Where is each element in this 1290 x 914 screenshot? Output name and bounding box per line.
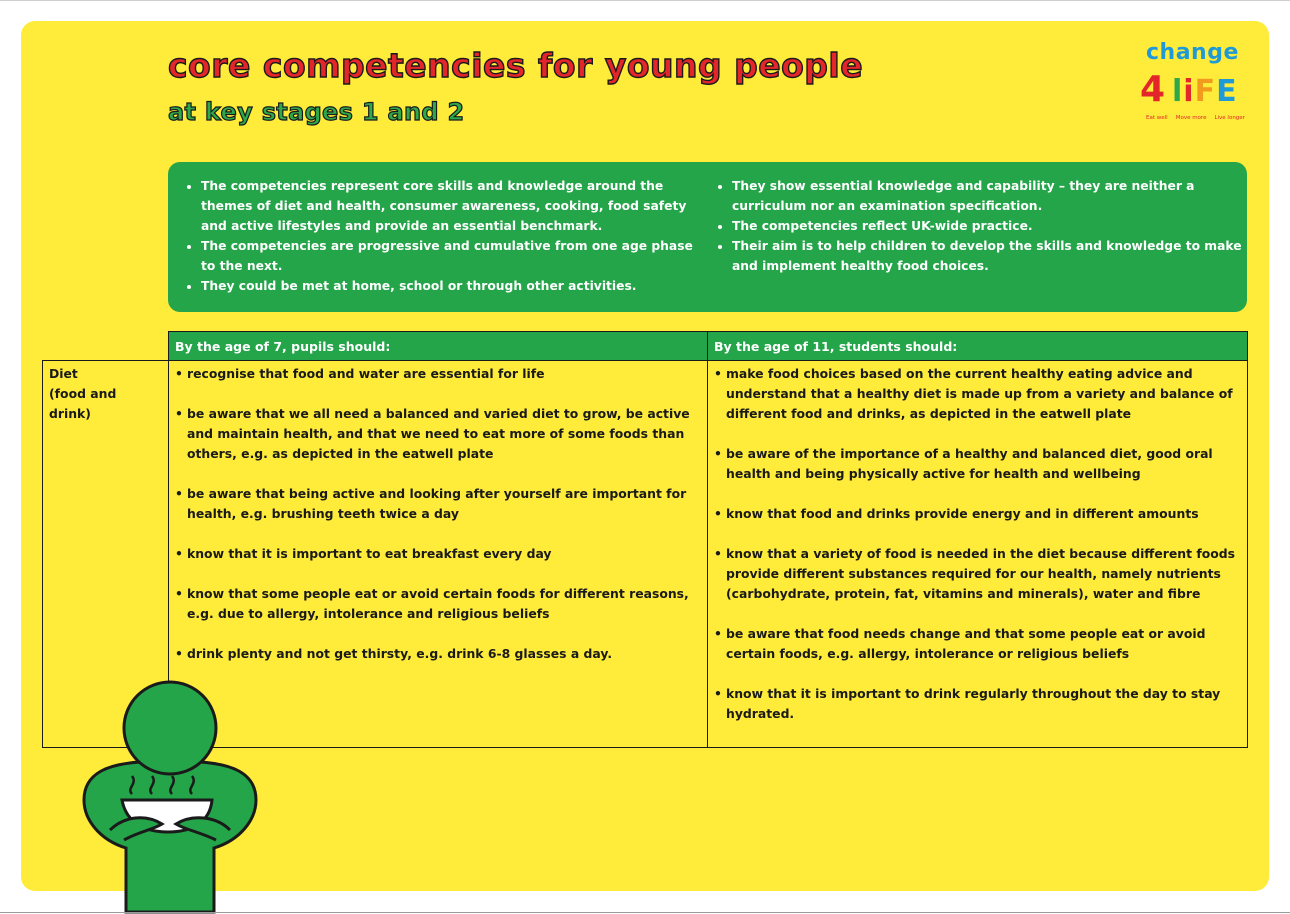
info-item: • They show essential knowledge and capability – they are neither a curriculum nor an examination specification. bbox=[732, 176, 1242, 216]
logo-number: 4 bbox=[1140, 69, 1166, 110]
list-item: • know that it is important to eat breakfast every day bbox=[175, 544, 701, 564]
logo-letter: E bbox=[1216, 74, 1238, 109]
list-item: • know that some people eat or avoid certain foods for different reasons, e.g. due to allergy, intolerance and religious beliefs bbox=[175, 584, 701, 624]
logo-tag: Live longer bbox=[1214, 115, 1245, 121]
logo-tag: Move more bbox=[1175, 115, 1207, 121]
logo-tag: Eat well bbox=[1146, 115, 1168, 121]
top-border-line bbox=[0, 0, 1290, 1]
list-item: • know that food and drinks provide energy and in different amounts bbox=[714, 504, 1241, 524]
list-item: • be aware that we all need a balanced and varied diet to grow, be active and maintain health, and that we need to eat more of some foods than others, e.g. as depicted in the eatwell plate bbox=[175, 404, 701, 464]
change4life-logo bbox=[1136, 40, 1252, 128]
logo-word-change: change bbox=[1146, 40, 1239, 65]
age-11-cell bbox=[708, 361, 1248, 748]
info-item: • Their aim is to help children to develop the skills and knowledge to make and implement healthy food choices. bbox=[732, 236, 1242, 276]
logo-letter: F bbox=[1194, 74, 1217, 109]
header-age-11: By the age of 11, students should: bbox=[708, 332, 1248, 361]
info-item: • They could be met at home, school or through other activities. bbox=[201, 276, 696, 296]
list-item: • be aware that food needs change and that some people eat or avoid certain foods, e.g. allergy, intolerance or religious beliefs bbox=[714, 624, 1241, 664]
list-item: • be aware of the importance of a healthy and balanced diet, good oral health and being physically active for health and wellbeing bbox=[714, 444, 1241, 484]
row-label-line: Diet bbox=[49, 366, 78, 381]
page-subtitle: at key stages 1 and 2 bbox=[168, 98, 465, 126]
list-item: • make food choices based on the current healthy eating advice and understand that a healthy diet is made up from a variety and balance of different food and drinks, as depicted in the eatwell plate bbox=[714, 364, 1241, 424]
logo-letter: l bbox=[1172, 74, 1184, 109]
list-item: • recognise that food and water are essential for life bbox=[175, 364, 701, 384]
logo-letter: i bbox=[1183, 74, 1195, 109]
table-header-row bbox=[43, 332, 1248, 361]
info-item: • The competencies represent core skills and knowledge around the themes of diet and health, consumer awareness, cooking, food safety and active lifestyles and provide an essential benchmark. bbox=[201, 176, 696, 236]
person-holding-bowl-illustration bbox=[80, 680, 260, 914]
row-label-line: (food and drink) bbox=[49, 386, 117, 421]
bottom-border-line bbox=[0, 912, 1290, 913]
list-item: • know that a variety of food is needed in the diet because different foods provide different substances required for our health, namely nutrients (carbohydrate, protein, fat, vitamins and minerals), water and fibre bbox=[714, 544, 1241, 604]
info-list-left bbox=[186, 176, 696, 296]
info-box bbox=[168, 162, 1247, 312]
list-item: • know that it is important to drink regularly throughout the day to stay hydrated. bbox=[714, 684, 1241, 724]
header-age-7: By the age of 7, pupils should: bbox=[169, 332, 708, 361]
info-list-right bbox=[717, 176, 1242, 276]
logo-word-life bbox=[1172, 74, 1238, 110]
list-item: • drink plenty and not get thirsty, e.g. drink 6-8 glasses a day. bbox=[175, 644, 701, 664]
page-title: core competencies for young people bbox=[168, 46, 864, 85]
table-corner-cell bbox=[43, 332, 169, 361]
info-item: • The competencies reflect UK-wide practice. bbox=[732, 216, 1242, 236]
info-item: • The competencies are progressive and cumulative from one age phase to the next. bbox=[201, 236, 696, 276]
list-item: • be aware that being active and looking after yourself are important for health, e.g. brushing teeth twice a day bbox=[175, 484, 701, 524]
logo-taglines bbox=[1146, 115, 1253, 121]
